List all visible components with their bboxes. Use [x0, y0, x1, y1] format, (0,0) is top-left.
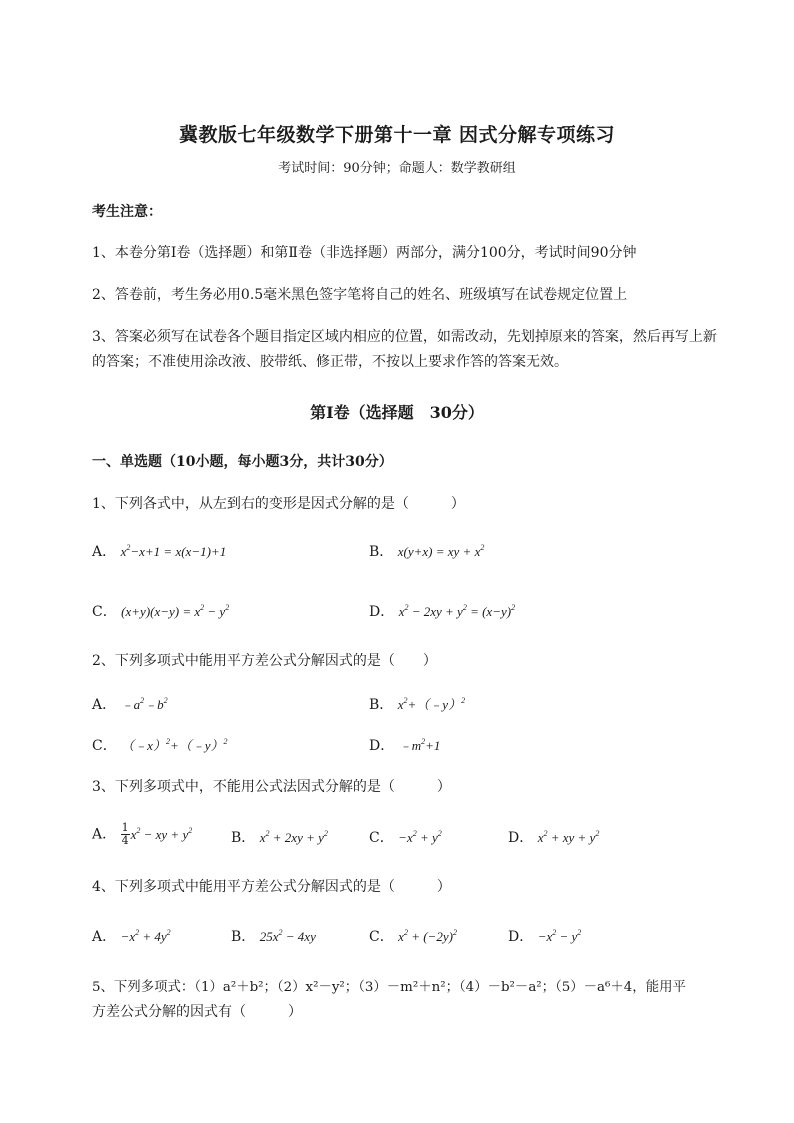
question-4-option-a[interactable]: A． $-x^2 + 4y^2$	[92, 928, 171, 945]
notice-item-1: 1、本卷分第I卷（选择题）和第Ⅱ卷（非选择题）两部分，满分100分，考试时间90分钟	[92, 245, 637, 261]
question-3-stem: 3、下列多项式中，不能用公式法因式分解的是（ ）	[92, 779, 451, 795]
question-3-option-b[interactable]: B． $x^2 + 2xy + y^2$	[231, 829, 328, 846]
notice-heading: 考生注意：	[92, 204, 162, 220]
notice-item-2: 2、答卷前，考生务必用0.5毫米黑色签字笔将自己的姓名、班级填写在试卷规定位置上	[92, 287, 628, 303]
notice-item-3-cont: 的答案；不准使用涂改液、胶带纸、修正带，不按以上要求作答的答案无效。	[92, 354, 568, 370]
fraction-one-quarter: $\frac{1}{4}$	[121, 821, 129, 847]
subsection-title: 一、单选题（10小题，每小题3分，共计30分）	[92, 454, 393, 470]
question-3-option-d[interactable]: D． $x^2$ + xy + $y^2$	[508, 829, 600, 846]
question-4-option-b[interactable]: B． $25x^2 - 4xy$	[231, 928, 316, 945]
question-1-option-c[interactable]: C． $(x+y)(x-y) = x^2 - y^2$	[92, 603, 230, 620]
question-2-option-c[interactable]: C． （﹣x）$^2$+（﹣y）$^2$	[92, 737, 228, 754]
page-title: 冀教版七年级数学下册第十一章 因式分解专项练习	[178, 124, 616, 146]
question-4-option-c[interactable]: C． $x^2 + (-2y)^2$	[369, 928, 457, 945]
notice-item-3: 3、答案必须写在试卷各个题目指定区域内相应的位置，如需改动，先划掉原来的答案，然后再写上新	[92, 329, 717, 345]
question-3-option-c[interactable]: C． $-x^2 + y^2$	[369, 829, 442, 846]
question-5-stem-line-2: 方差公式分解的因式有（ ）	[92, 1004, 302, 1020]
question-2-option-a[interactable]: A． $﹣a^2﹣b^2$	[92, 696, 168, 713]
question-2-option-d[interactable]: D． $﹣m^2+1$	[369, 737, 441, 754]
question-2-stem: 2、下列多项式中能用平方差公式分解因式的是（ ）	[92, 653, 437, 669]
question-1-option-b[interactable]: B． x(y+x) = xy + $x^2$	[369, 543, 485, 560]
exam-info: 考试时间：90分钟；命题人：数学教研组	[278, 161, 516, 176]
question-4-stem: 4、下列多项式中能用平方差公式分解因式的是（ ）	[92, 879, 451, 895]
question-4-option-d[interactable]: D． $-x^2 - y^2$	[508, 928, 582, 945]
question-3-option-a[interactable]: A． $\frac{1}{4}$ $x^2$ − xy + $y^2$	[92, 821, 193, 847]
section-title: 第I卷（选择题 30分）	[310, 403, 484, 422]
question-1-option-d[interactable]: D． $x^2 - 2xy + y^2 = (x-y)^2$	[369, 603, 516, 620]
question-5-stem-line-1: 5、下列多项式：（1）a²＋b²；（2）x²－y²；（3）－m²＋n²；（4）－b²－a²；（5）－a⁶＋4，能用平	[92, 980, 686, 995]
question-1-stem: 1、下列各式中，从左到右的变形是因式分解的是（ ）	[92, 496, 465, 512]
question-1-option-a[interactable]: A． $x^2-x+1 = x(x-1)+1$	[92, 543, 227, 560]
question-2-option-b[interactable]: B． $x^2+(﹣y)^2$	[369, 696, 466, 713]
